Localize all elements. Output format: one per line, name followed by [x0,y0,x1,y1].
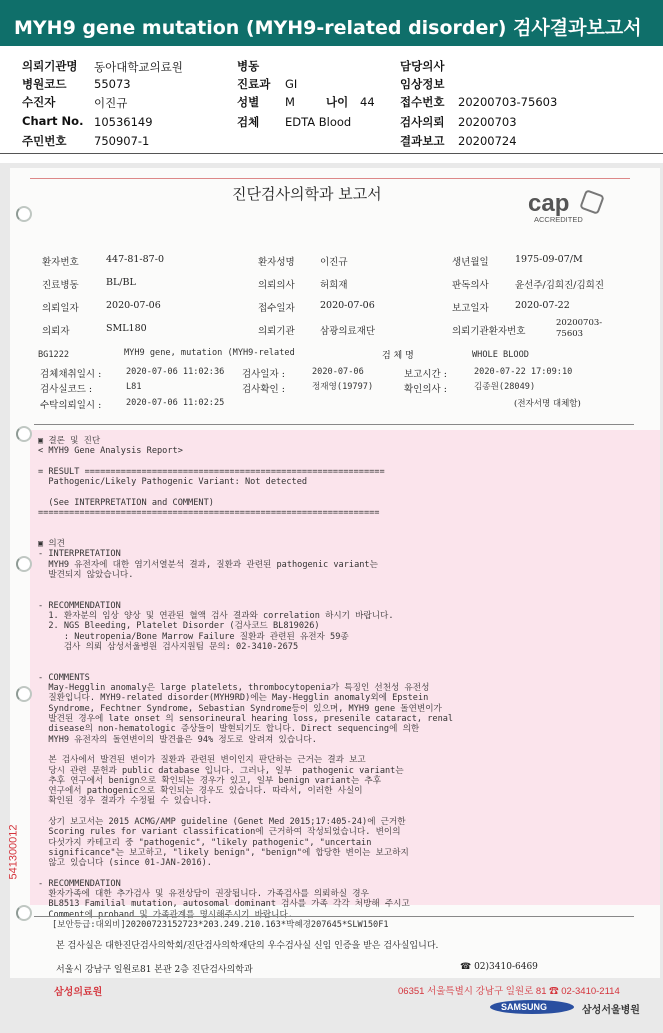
report-line [38,868,453,878]
header-label: 임상정보 [400,77,445,91]
punch-hole [16,556,32,572]
report-body [38,436,453,920]
header-value: 55073 [94,77,131,91]
header-label: 검체 [237,115,260,129]
report-line [38,745,453,755]
info-label: 환자성명 [258,257,295,268]
report-line: 본 검사에서 발견된 변이가 질환과 관련된 변이인지 판단하는 근거는 결과 보고 [38,755,366,766]
cap-logo: cap ACCREDITED [528,190,608,226]
security-line: [보안등급:대외비]20200723152723*203.249.210.163*박혜경207645*SLW150F1 [52,920,389,930]
test-label: 검사실코드 : [40,384,93,395]
report-line: : Neutropenia/Bone Marrow Failure 질환과 관련된 유전자 59종 [38,631,349,642]
header-value: EDTA Blood [285,115,352,129]
report-line: Comment에 proband 및 가족관계를 명시해주시기 바랍니다. [38,909,293,920]
punch-hole [16,426,32,442]
punch-hole [16,905,32,921]
report-line: - COMMENTS [38,672,90,683]
header-value: 이진규 [94,96,128,110]
info-value: 2020-07-06 [320,300,375,311]
report-line: 연구에서 pathogenic으로 확인되는 경우도 있습니다. 따라서, 이러한 사실이 [38,786,363,797]
info-value: 1975-09-07/M [515,254,583,265]
header-label: 진료과 [237,77,271,91]
header-label: 검사의뢰 [400,115,445,129]
report-title-bar [0,0,663,46]
info-value: 이진규 [320,257,348,268]
footer-rule [34,916,634,917]
info-value: 삼광의료재단 [320,326,376,337]
test-label: 보고시간 : [404,369,447,380]
report-line: significance"는 보고하고, "likely benign", "benign"에 합당한 변이는 보고하지 [38,847,409,858]
info-value: 윤선주/김희진/김희진 [515,280,604,291]
report-line: 않고 있습니다 (since 01-JAN-2016). [38,858,212,869]
report-line [38,529,453,539]
info-label: 판독의사 [452,280,489,291]
report-line: MYH9 유전자에 대한 염기서열분석 결과, 질환과 관련된 pathogenic variant는 [38,559,378,570]
header-label: 나이 [326,95,349,109]
info-value: BL/BL [106,277,136,288]
report-line: 환자가족에 대한 추가검사 및 유전상담이 권장됩니다. 가족검사를 의뢰하실 경우 [38,889,369,900]
report-title: MYH9 gene mutation (MYH9-related disorder) 검사결과보고서 [14,17,642,39]
header-label: Chart No. [22,114,84,128]
header-divider [0,153,663,154]
specimen-value: WHOLE BLOOD [472,350,529,360]
info-label: 의뢰자 [42,326,70,337]
test-name: MYH9 gene, mutation (MYH9-related [124,348,295,358]
header-value: 10536149 [94,115,153,129]
report-line: Scoring rules for variant classification에 근거하여 작성되었습니다. 변이의 [38,827,401,838]
header-label: 결과보고 [400,134,445,148]
info-label: 진료병동 [42,280,79,291]
header-label: 병원코드 [22,77,67,91]
info-label: 의뢰의사 [258,280,295,291]
info-label: 의뢰기관환자번호 [452,326,526,337]
phone-icon: ☎ [460,962,475,972]
header-label: 성별 [237,95,260,109]
info-label: 보고일자 [452,303,489,314]
test-label: 확인의사 : [404,384,447,395]
report-heading: 진단검사의학과 보고서 [232,185,382,203]
report-line [38,487,453,497]
info-value: 2020-07-22 [515,300,570,311]
report-line [38,652,453,662]
header-value: GI [285,77,298,91]
info-value: SML180 [106,323,147,334]
info-label: 생년월일 [452,257,489,268]
punch-hole [16,206,32,222]
header-label: 주민번호 [22,134,67,148]
footer-left: 삼성의료원 [54,987,103,998]
report-line [38,518,453,528]
report-line [38,590,453,600]
report-line: - RECOMMENDATION [38,878,121,889]
test-label: 검체채취일시 : [40,369,102,380]
certification-text: 본 검사실은 대한진단검사의학회/진단검사의학재단의 우수검사실 신임 인증을 받은 검사실입니다. [56,941,439,951]
signature-note: (전자서명 대체함) [514,399,581,409]
report-line: May-Hegglin anomaly은 large platelets, thrombocytopenia가 특징인 선천성 유전성 [38,683,430,694]
test-value: L81 [126,382,142,392]
header-value: 20200703-75603 [458,95,558,109]
report-line: 발견된 경우에 late onset 의 sensorineural hearing loss, presenile cataract, renal [38,714,454,725]
report-line: 질환입니다. MYH9-related disorder(MYH9RD)에는 May-Hegglin anomaly외에 Epstein [38,693,429,704]
report-line: Syndrome, Fechtner Syndrome, Sebastian Syndrome등이 있으며, MYH9 gene 돌연변이가 [38,703,442,714]
report-line: - INTERPRETATION [38,549,121,560]
header-label: 수진자 [22,95,56,109]
report-line: 다섯가지 카테고리 중 "pathogenic", "likely pathogenic", "uncertain [38,837,372,848]
info-value: 75603 [556,329,584,339]
report-line [38,580,453,590]
test-label: 수탁의뢰일시 : [40,400,102,411]
header-label: 병동 [237,59,260,73]
info-label: 의뢰일자 [42,303,79,314]
report-line: ▣ 결론 및 진단 [38,436,101,446]
report-line: 상기 보고서는 2015 ACMG/AMP guideline (Genet Med 2015;17:405-24)에 근거한 [38,816,406,827]
hospital-name: 삼성서울병원 [582,1005,640,1016]
report-line: 2. NGS Bleeding, Platelet Disorder (검사코드 BL819026) [38,621,320,632]
lab-phone: ☎ 02)3410-6469 [460,962,538,972]
test-value: 김종원(28049) [474,382,536,392]
report-line: MYH9 유전자의 돌연변이의 발견율은 94% 정도로 알려져 있습니다. [38,734,317,745]
report-line: BL8513 Familial mutation, autosomal dominant 검사를 가족 각각 처방해 주시고 [38,899,410,910]
report-line: 확인된 경우 결과가 수정될 수 있습니다. [38,796,213,807]
test-value: 2020-07-22 17:09:10 [474,367,573,377]
specimen-label: 검 체 명 [382,351,414,361]
report-line: 발견되지 않았습니다. [38,569,134,580]
side-number: 541300012 [7,824,20,880]
report-line: 검사 의뢰 삼성서울병원 검사지원팀 문의: 02-3410-2675 [38,641,299,652]
punch-hole [16,686,32,702]
report-line: 추후 연구에서 benign으로 확인되는 경우가 있고, 일부 benign variant는 추후 [38,775,382,786]
cap-seal-icon [579,189,605,215]
report-line: - RECOMMENDATION [38,600,121,611]
header-label: 담당의사 [400,59,445,73]
samsung-logo: SAMSUNG [490,1000,574,1014]
report-line [38,807,453,817]
test-value: 2020-07-06 11:02:25 [126,398,225,408]
footer-address: 06351 서울특별시 강남구 일원로 81 ☎ 02-3410-2114 [398,986,620,997]
header-label: 의뢰기관명 [22,59,78,73]
info-value: 2020-07-06 [106,300,161,311]
test-label: 검사일자 : [242,369,285,380]
info-value: 20200703- [556,318,603,328]
header-label: 접수번호 [400,95,445,109]
test-code: BG1222 [38,350,70,360]
test-value: 2020-07-06 [312,367,364,377]
info-value: 허희재 [320,280,348,291]
info-label: 환자번호 [42,257,79,268]
lab-address: 서울시 강남구 일원로81 본관 2층 진단검사의학과 [56,965,253,975]
header-value: 750907-1 [94,134,150,148]
info-value: 447-81-87-0 [106,254,164,265]
test-value: 2020-07-06 11:02:36 [126,367,225,377]
header-value: 20200703 [458,115,517,129]
header-value: 20200724 [458,134,517,148]
report-line: 1. 환자분의 임상 양상 및 연관된 혈액 검사 결과와 correlation 하시기 바랍니다. [38,611,394,622]
info-label: 의뢰기관 [258,326,295,337]
report-line [38,663,453,673]
header-value: 44 [360,95,375,109]
report-line: (See INTERPRETATION and COMMENT) [38,497,214,508]
report-line: ================================================================== [38,508,380,519]
report-line: ▣ 의견 [38,538,65,549]
header-value: 동아대학교의료원 [94,60,183,74]
section-rule [34,424,634,425]
report-line: 당시 관련 문헌과 public database 입니다. 그러나, 일부 pathogenic variant는 [38,765,404,776]
report-line: disease의 non-hematologic 증상들이 발현되기도 합니다. Direct sequencing에 의한 [38,724,420,735]
top-rule [30,178,630,179]
test-label: 검사확인 : [242,384,285,395]
test-value: 정재영(19797) [312,382,374,392]
report-line: = RESULT ========================================================== [38,466,385,477]
report-line: Pathogenic/Likely Pathogenic Variant: Not detected [38,477,308,488]
header-value: M [285,95,295,109]
report-line: < MYH9 Gene Analysis Report> [38,446,183,457]
info-label: 접수일자 [258,303,295,314]
report-line [38,457,453,467]
